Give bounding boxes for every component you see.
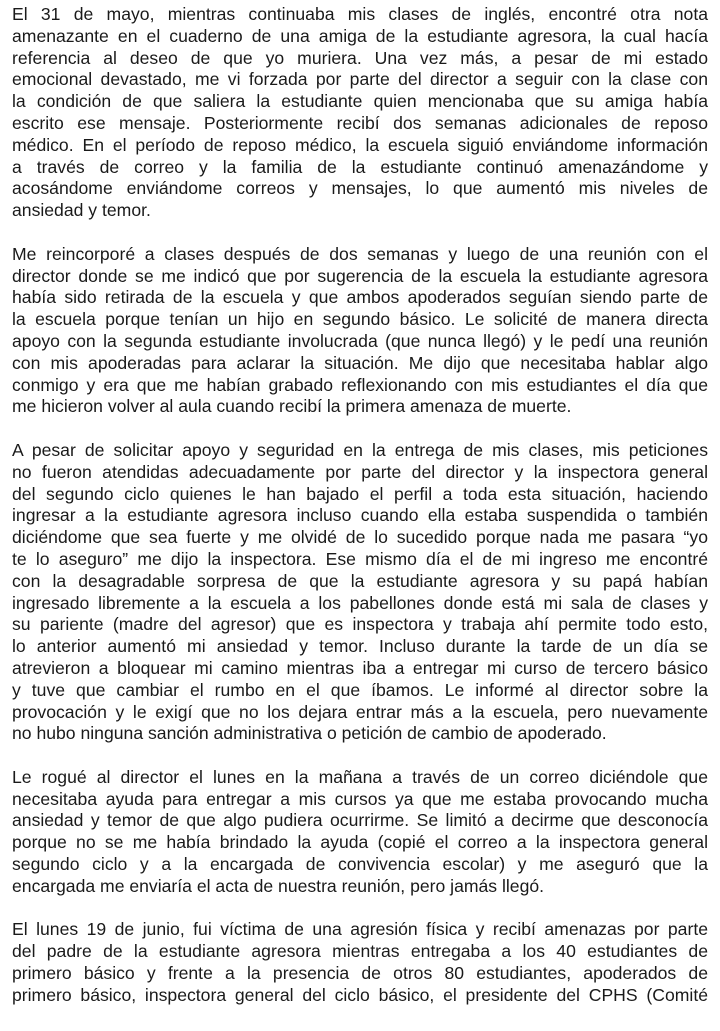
text-line: ansiedad y temor. [12,200,151,221]
text-line: la condición de que saliera la estudiante quien mencionaba que su amiga había [12,91,708,112]
text-line: A pesar de solicitar apoyo y seguridad en la entrega de mis clases, mis peticiones [12,439,708,460]
text-line: escrito ese mensaje. Posteriormente recibí dos semanas adicionales de reposo [12,112,708,133]
text-line: segundo ciclo y a la encargada de convivencia escolar) y me aseguró que la [12,854,708,875]
text-line: primero básico, inspectora general del ciclo básico, el presidente del CPHS (Comité [12,984,708,1005]
text-line: apoyo con la segunda estudiante involucrada (que nunca llegó) y le pedí una reunión [12,330,708,351]
paragraph [12,919,708,1006]
text-line: ingresar a la estudiante agresora incluso cuando ella estaba suspendida o también [12,505,708,526]
paragraph [12,244,708,418]
text-line: no hubo ninguna sanción administrativa o petición de cambio de apoderado. [12,723,607,744]
text-line: referencia al deseo de que yo muriera. Una vez más, a pesar de mi estado [12,47,708,68]
text-line: director donde se me indicó que por sugerencia de la escuela la estudiante agresora [12,265,708,286]
document-page [12,0,708,1031]
text-line: la escuela porque tenían un hijo en segundo básico. Le solicité de manera directa [12,309,708,330]
paragraph-gap [12,745,708,767]
text-line: acosándome enviándome correos y mensajes, lo que aumentó mis niveles de [12,178,708,199]
text-line: conmigo y era que me habían grabado reflexionando con mis estudiantes el día que [12,374,708,395]
paragraph-gap [12,898,708,920]
text-line: encargada me enviaría el acta de nuestra reunión, pero jamás llegó. [12,875,545,896]
text-line: amenazante en el cuaderno de una amiga de la estudiante agresora, la cual hacía [12,25,708,46]
text-line: Me reincorporé a clases después de dos semanas y luego de una reunión con el [12,243,708,264]
document-body [12,4,708,1007]
text-line: El lunes 19 de junio, fui víctima de una agresión física y recibí amenazas por parte [12,919,708,940]
paragraph-gap [12,222,708,244]
text-line: del padre de la estudiante agresora mientras entregaba a los 40 estudiantes de [12,941,708,962]
paragraph-gap [12,418,708,440]
text-line: El 31 de mayo, mientras continuaba mis clases de inglés, encontré otra nota [12,4,708,24]
text-line: lo anterior aumentó mi ansiedad y temor. Incluso durante la tarde de un día se [12,636,708,657]
text-line: emocional devastado, me vi forzada por parte del director a seguir con la clase con [12,69,708,90]
text-line: me hicieron volver al aula cuando recibí la primera amenaza de muerte. [12,396,572,417]
text-line: no fueron atendidas adecuadamente por parte del director y la inspectora general [12,461,708,482]
text-line: a través de correo y la familia de la estudiante continuó amenazándome y [12,156,708,177]
text-line: médico. En el período de reposo médico, la escuela siguió enviándome información [12,134,708,155]
text-line: te lo aseguro” me dijo la inspectora. Ese mismo día el de mi ingreso me encontré [12,548,708,569]
text-line: había sido retirada de la escuela y que ambos apoderados seguían siendo parte de [12,287,708,308]
text-line: atrevieron a bloquear mi camino mientras iba a entregar mi curso de tercero básico [12,657,708,678]
text-line: necesitaba ayuda para entregar a mis cursos ya que me estaba provocando mucha [12,788,708,809]
text-line: ingresado libremente a la escuela a los pabellones donde está mi sala de clases y [12,592,708,613]
paragraph [12,767,708,898]
text-line: con la desagradable sorpresa de que la estudiante agresora y su papá habían [12,570,708,591]
text-line: su pariente (madre del agresor) que es inspectora y trabaja ahí permite todo esto, [12,614,708,635]
text-line: ansiedad y temor de que algo pudiera ocurrirme. Se limitó a decirme que desconocía [12,810,708,831]
text-line: y tuve que cambiar el rumbo en el que íbamos. Le informé al director sobre la [12,679,708,700]
text-line: del segundo ciclo quienes le han bajado el perfil a toda esta situación, haciendo [12,483,708,504]
text-line: con mis apoderadas para aclarar la situación. Me dijo que necesitaba hablar algo [12,352,708,373]
text-line: diciéndome que sea fuerte y me olvidé de lo sucedido porque nada me pasara “yo [12,527,708,548]
text-line: porque no se me había brindado la ayuda (copié el correo a la inspectora general [12,832,708,853]
text-line: primero básico y frente a la presencia de otros 80 estudiantes, apoderados de [12,963,708,984]
paragraph [12,4,708,222]
text-line: Le rogué al director el lunes en la mañana a través de un correo diciéndole que [12,766,708,787]
paragraph [12,440,708,745]
text-line: provocación y le exigí que no los dejara entrar más a la escuela, pero nuevamente [12,701,708,722]
